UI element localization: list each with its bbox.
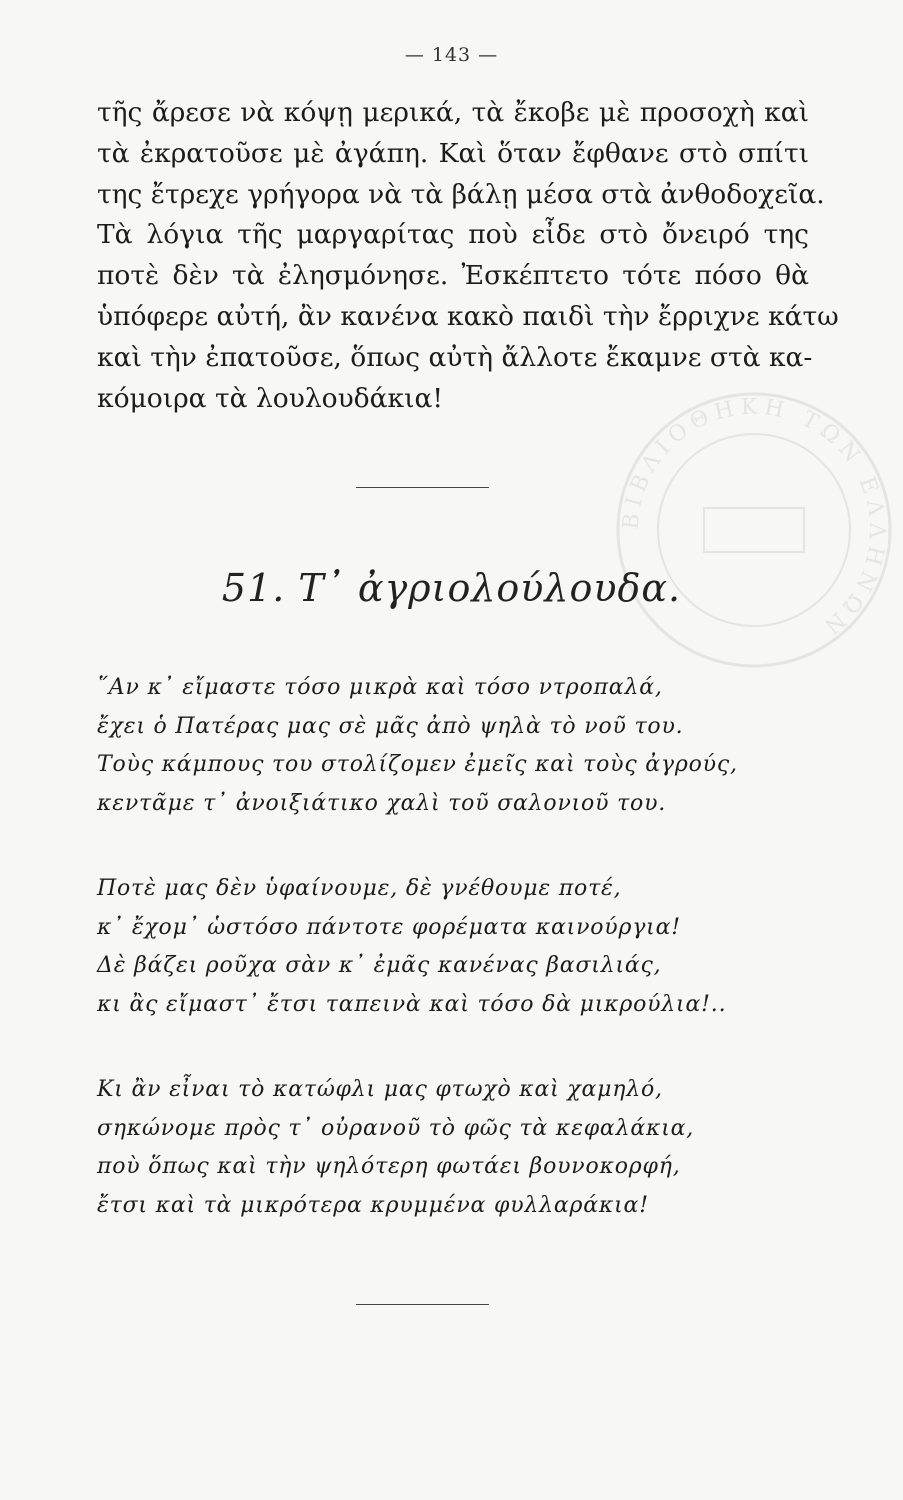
poem-line: ποὺ ὅπως καὶ τὴν ψηλότερη φωτάει βουνοκορφή, xyxy=(97,1154,681,1179)
prose-line: τῆς ἄρεσε νὰ κόψῃ μερικά, τὰ ἔκοβε μὲ προσοχὴ καὶ xyxy=(97,97,809,128)
section-divider xyxy=(356,1304,489,1305)
poem-line: ῞Αν κ᾿ εἴμαστε τόσο μικρὰ καὶ τόσο ντροπαλά, xyxy=(97,675,663,700)
prose-line: κόμοιρα τὰ λουλουδάκια! xyxy=(97,382,444,414)
poem-stanza xyxy=(97,1071,817,1225)
poem-line: Τοὺς κάμπους του στολίζομεν ἐμεῖς καὶ τοὺς ἀγρούς, xyxy=(97,752,738,777)
poem-line: ἔτσι καὶ τὰ μικρότερα κρυμμένα φυλλαράκια! xyxy=(97,1192,649,1218)
poem-stanza xyxy=(97,669,817,823)
prose-paragraph xyxy=(97,93,839,419)
poem-line: Ποτὲ μας δὲν ὑφαίνουμε, δὲ γνέθουμε ποτέ, xyxy=(97,876,622,901)
section-divider xyxy=(356,487,489,488)
poem-line: Δὲ βάζει ροῦχα σὰν κ᾿ ἐμᾶς κανένας βασιλιάς, xyxy=(97,953,662,978)
poem-line: ἔχει ὁ Πατέρας μας σὲ μᾶς ἀπὸ ψηλὰ τὸ νοῦ του. xyxy=(97,713,684,739)
poem-line: Κι ἂν εἶναι τὸ κατώφλι μας φτωχὸ καὶ χαμηλό, xyxy=(97,1077,663,1102)
prose-line: καὶ τὴν ἐπατοῦσε, ὅπως αὐτὴ ἄλλοτε ἔκαμνε στὰ κα- xyxy=(97,341,813,373)
prose-line: ὑπόφερε αὐτή, ἂν κανένα κακὸ παιδὶ τὴν ἔρριχνε κάτω xyxy=(97,300,839,332)
poem-line: κ᾿ ἔχομ᾿ ὡστόσο πάντοτε φορέματα καινούργια! xyxy=(97,914,681,940)
stamp-text: ΒΙΒΛΙΟΘΗΚΗ ΤΩΝ ΕΛΛΗΝΩΝ xyxy=(618,394,890,643)
poem-line: σηκώνομε πρὸς τ᾿ οὐρανοῦ τὸ φῶς τὰ κεφαλάκια, xyxy=(97,1115,695,1141)
prose-line: της ἔτρεχε γρήγορα νὰ τὰ βάλῃ μέσα στὰ ἀνθοδοχεῖα. xyxy=(97,178,825,210)
poem-title: 51. Τ᾿ ἀγριολούλουδα. xyxy=(221,566,682,610)
prose-line: τὰ ἐκρατοῦσε μὲ ἀγάπη. Καὶ ὅταν ἔφθανε στὸ σπίτι xyxy=(97,137,809,169)
poem-line: κι ἂς εἴμαστ᾿ ἔτσι ταπεινὰ καὶ τόσο δὰ μικρούλια!.. xyxy=(97,991,727,1017)
library-stamp-watermark xyxy=(612,388,896,672)
poem-line: κεντᾶμε τ᾿ ἀνοιξιάτικο χαλὶ τοῦ σαλονιοῦ του. xyxy=(97,790,667,816)
page-number: — 143 — xyxy=(404,44,499,66)
poem-stanza xyxy=(97,870,817,1024)
prose-line: ποτὲ δὲν τὰ ἐλησμόνησε. Ἐσκέπτετο τότε πόσο θὰ xyxy=(97,260,809,292)
prose-line: Τὰ λόγια τῆς μαργαρίτας ποὺ εἶδε στὸ ὄνειρό της xyxy=(97,219,809,251)
